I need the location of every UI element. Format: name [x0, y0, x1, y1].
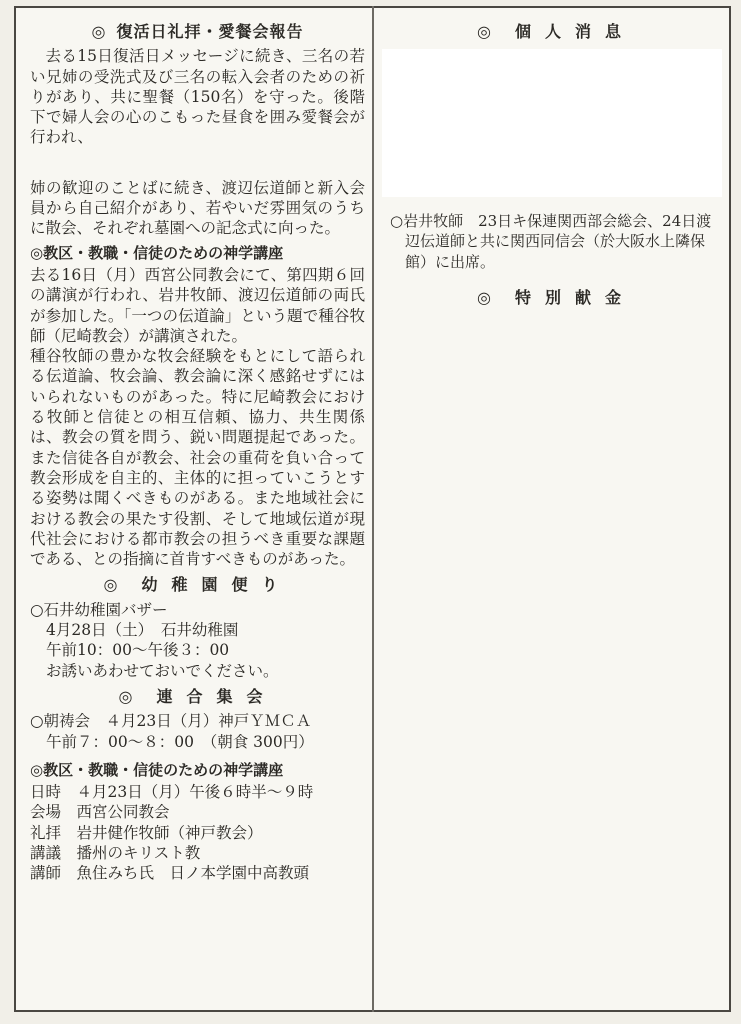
info-label: 講師 [30, 864, 62, 883]
info-value: 西宮公同教会 [76, 803, 170, 822]
kindergarten-time: 午前10：00～午後３：00 [46, 641, 230, 660]
info-value: ４月23日（月）午後６時半～９時 [76, 783, 314, 802]
kindergarten-invite: お誘いあわせておいでください。 [46, 661, 279, 680]
info-row-lecture [30, 843, 365, 863]
personal-news-title: 個人消息 [514, 22, 635, 41]
personal-news-item: ○岩井牧師 23日キ保連関西部会総会、24日渡辺伝道師と共に関西同信会（於大阪水上隣保館）に出席。 [390, 211, 712, 271]
info-label: 講議 [30, 843, 62, 862]
left-column [30, 20, 365, 884]
easter-report-paragraph-1: 去る15日復活日メッセージに続き、三名の若い兄姉の受洗式及び三名の転入会者のための祈りがあり、共に聖餐（150名）を守った。後階下で婦人会の心のこもった昼食を囲み愛餐会が行われ、 [30, 47, 365, 147]
personal-news-heading [390, 22, 722, 43]
right-column [390, 20, 722, 313]
seminar-paragraph-1: 去る16日（月）西宮公同教会にて、第四期６回の講演が行われ、岩井牧師、渡辺伝道師の両氏が参加した。「一つの伝道論」という題で種谷牧師（尼崎教会）が講演された。 [30, 265, 365, 345]
kindergarten-heading [30, 575, 365, 595]
special-donation-heading [390, 288, 722, 309]
info-label: 礼拝 [30, 823, 62, 842]
easter-report-heading [30, 22, 365, 42]
info-value: 魚住みち氏 日ノ本学園中高教頭 [76, 864, 310, 883]
column-divider [372, 6, 374, 1012]
union-heading [30, 687, 365, 707]
kindergarten-title: 幼稚園便り [141, 575, 292, 595]
info-row-worship [30, 823, 365, 843]
heading-mark: ◎ [118, 686, 147, 706]
info-row-datetime [30, 782, 365, 802]
union-title: 連合集会 [156, 686, 277, 706]
seminar-heading: ◎教区・教職・信徒のための神学講座 [30, 243, 284, 262]
easter-report-title: 復活日礼拝・愛餐会報告 [116, 22, 304, 41]
kindergarten-bazaar: ○石井幼稚園バザー [30, 600, 168, 619]
special-donation-title: 特別献金 [514, 288, 635, 307]
heading-mark: ◎ [103, 575, 132, 595]
heading-mark: ◎ [477, 22, 505, 41]
union-prayer-meeting: ○朝祷会 ４月23日（月）神戸ＹＭＣＡ [30, 712, 312, 731]
easter-report-paragraph-2: 姉の歓迎のことばに続き、渡辺伝道師と新入会員から自己紹介があり、若やいだ雰囲気のうちに散会、それぞれ墓園への記念式に向った。 [30, 178, 365, 238]
info-row-lecturer [30, 863, 365, 883]
blank-area [382, 49, 722, 197]
blank-gap [30, 148, 365, 178]
info-value: 岩井健作牧師（神戸教会） [76, 823, 263, 842]
seminar2-info [30, 782, 365, 883]
kindergarten-date: 4月28日（土） 石井幼稚園 [46, 621, 239, 640]
heading-mark: ◎ [477, 288, 505, 307]
info-label: 会場 [30, 803, 62, 822]
info-row-venue [30, 802, 365, 822]
heading-mark: ◎ [91, 22, 107, 41]
info-value: 播州のキリスト教 [76, 843, 201, 862]
seminar-paragraph-2: 種谷牧師の豊かな牧会経験をもとにして語られる伝道論、牧会論、教会論に深く感銘せずにはいられないものがあった。特に尼崎教会における牧師と信徒との相互信頼、協力、共生関係は、教会の質を問う、鋭い問題提起であった。また信徒各自が教会、社会の重荷を負い合って教会形成を自主的、主体的に担っていこうとする姿勢は聞くべきものがある。また地域社会における教会の果たす役割、そして地域伝道が現代社会における都市教会の担うべき重要な課題である、との指摘に首肯すべきものがあった。 [30, 347, 365, 569]
union-time: 午前７：00～８：00 （朝食 300円） [46, 732, 314, 751]
seminar2-heading: ◎教区・教職・信徒のための神学講座 [30, 760, 284, 779]
info-label: 日時 [30, 783, 62, 802]
